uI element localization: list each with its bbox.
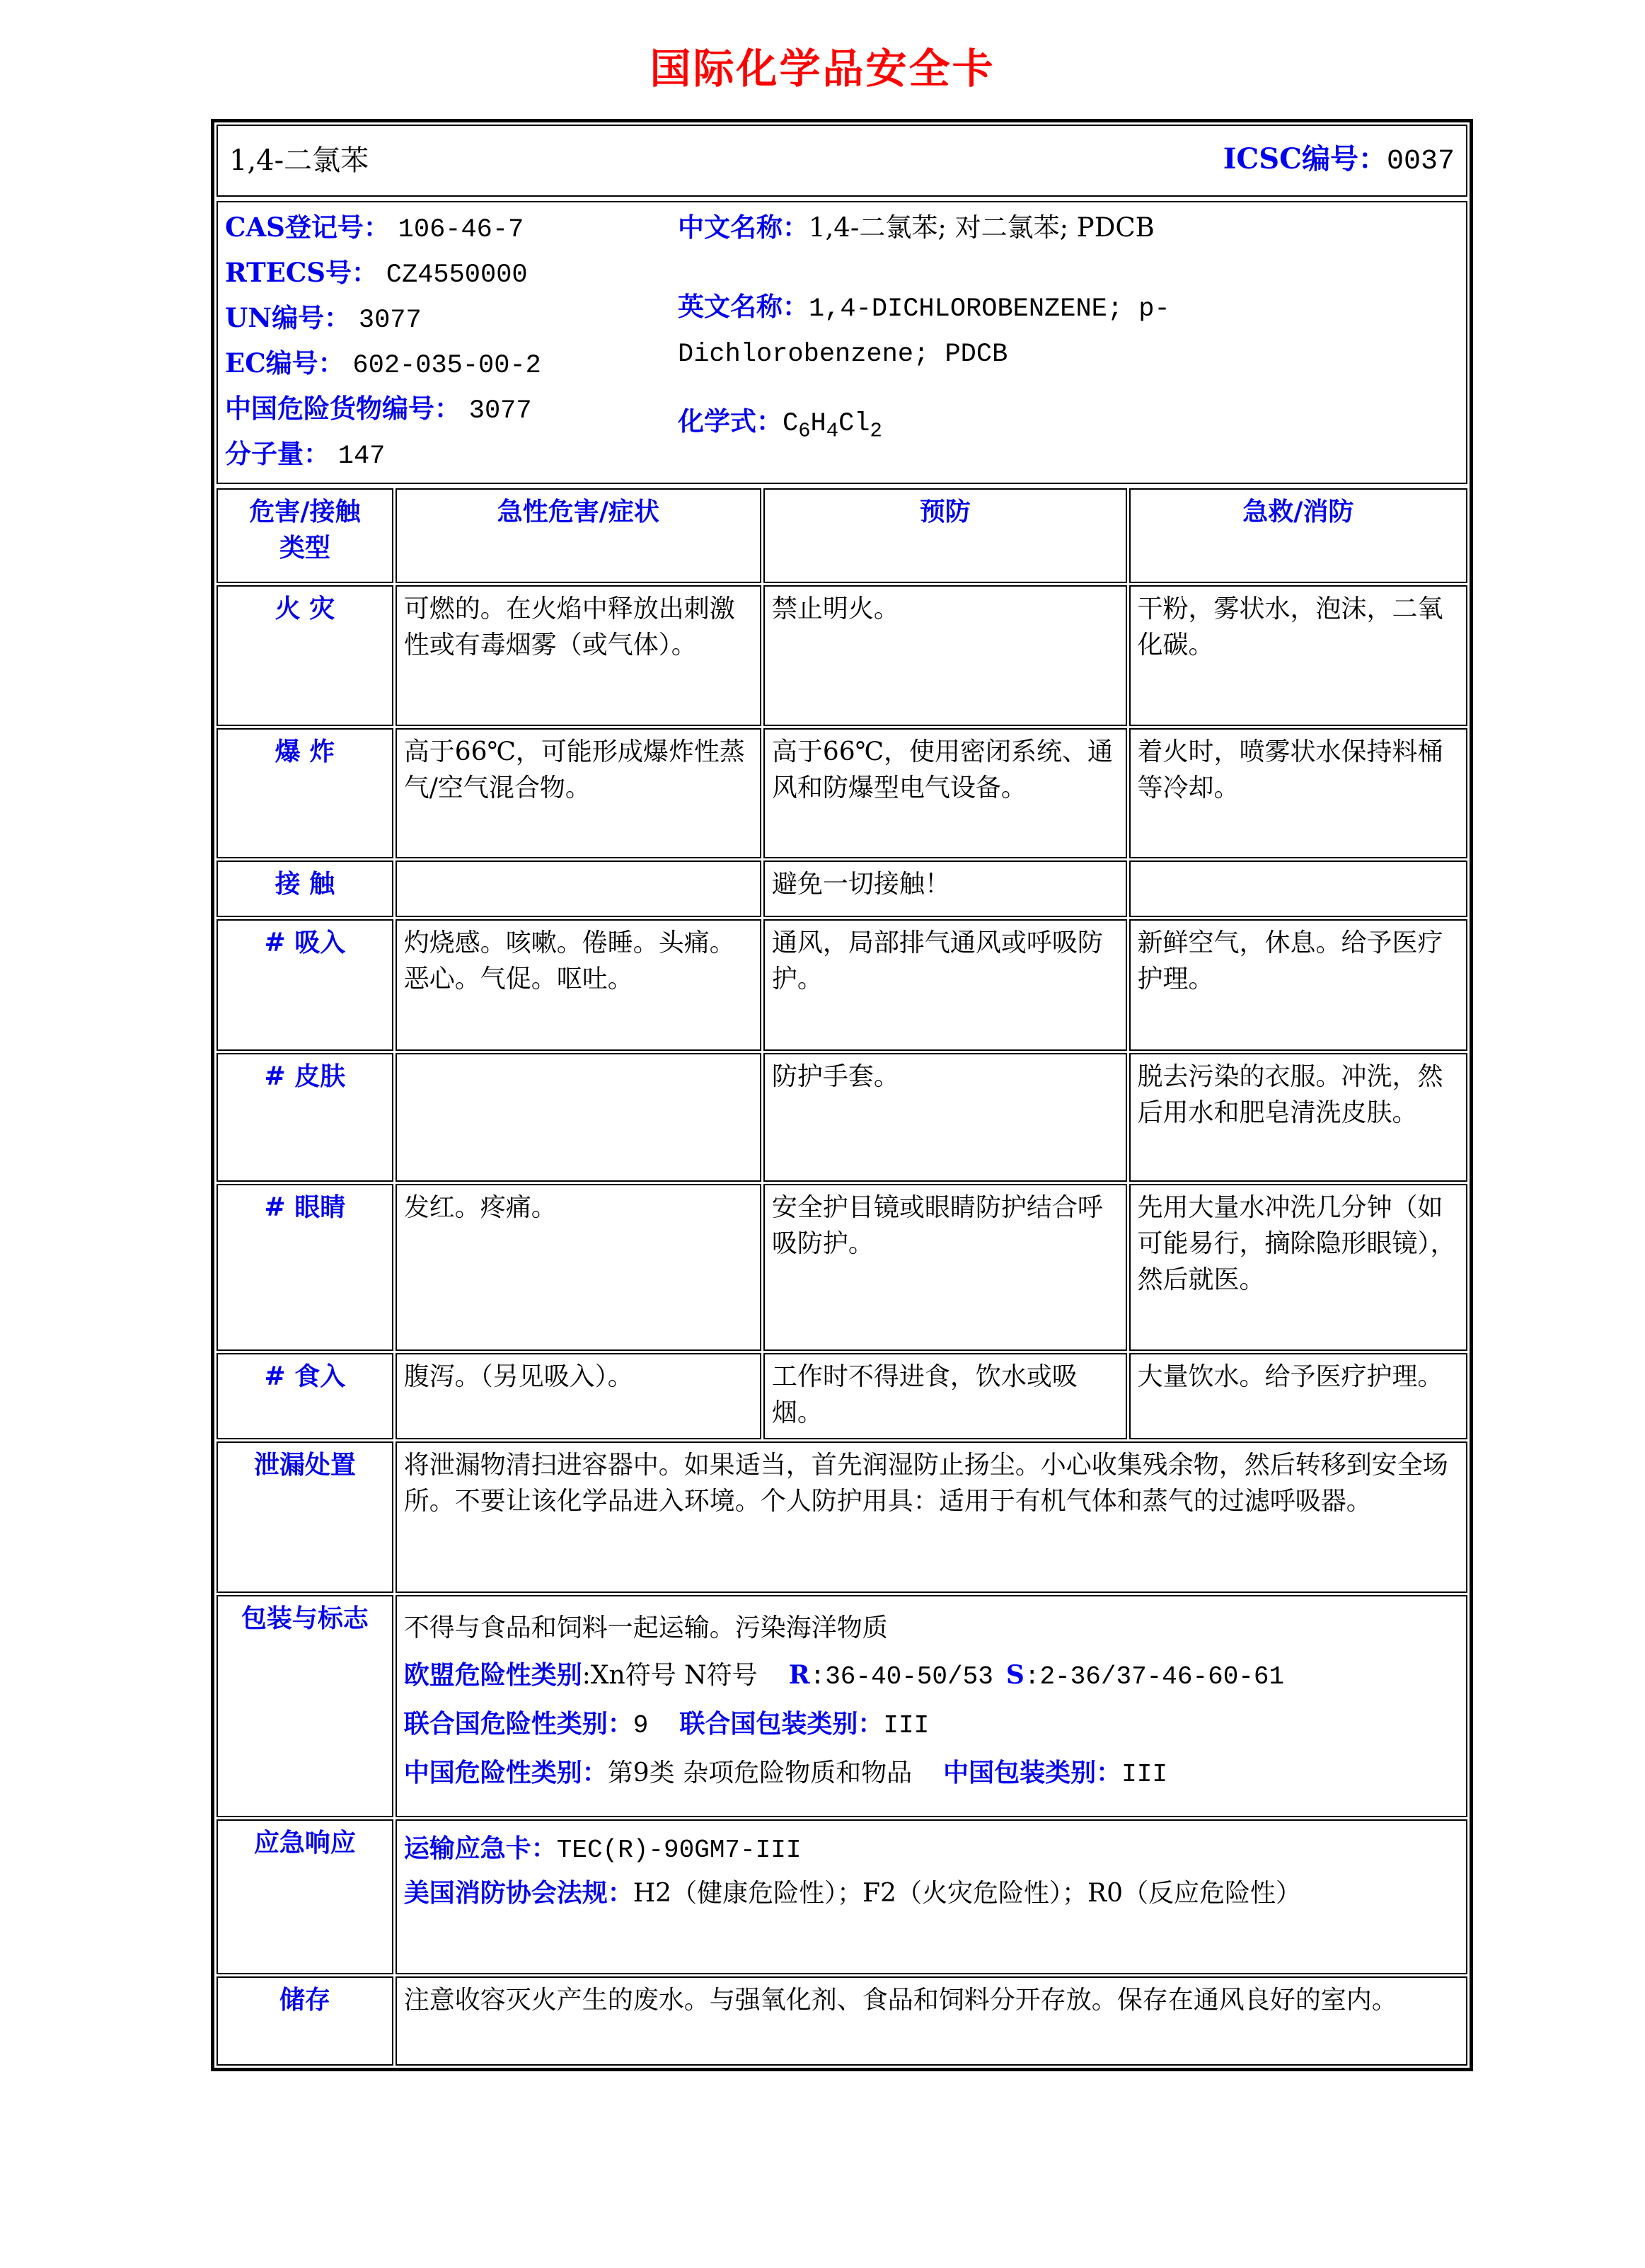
icsc-number [1223, 139, 1455, 183]
header-cell [217, 125, 1467, 197]
info-right-column [678, 207, 1385, 478]
emergency-row [217, 1819, 1467, 1974]
eyes-firstaid: 先用大量水冲洗几分钟（如可能易行，摘除隐形眼镜），然后就医。 [1129, 1184, 1467, 1351]
ingestion-row [217, 1353, 1467, 1439]
emergency-label: 应急响应 [217, 1819, 393, 1974]
spill-row [217, 1441, 1467, 1593]
skin-firstaid: 脱去污染的衣服。冲洗，然后用水和肥皂清洗皮肤。 [1129, 1053, 1467, 1182]
emergency-tec-line: 运输应急卡：TEC(R)-90GM7-III [403, 1833, 802, 1865]
eyes-symptoms: 发红。疼痛。 [396, 1184, 761, 1351]
un-number-line: UN编号： 3077 [225, 301, 422, 335]
formula-line: 化学式：$C_6H_4Cl_2$ [678, 405, 882, 443]
molecular-weight-line: 分子量： 147 [225, 437, 386, 471]
emergency-text [396, 1819, 1467, 1974]
fire-row [217, 585, 1467, 726]
contact-symptoms [396, 860, 761, 917]
packaging-un-class-line: 联合国危险性类别：9 联合国包装类别：III [403, 1708, 930, 1740]
packaging-cn-class-line: 中国危险性类别：第9类 杂项危险物质和物品 中国包装类别：III [403, 1757, 1167, 1789]
ingestion-prevention: 工作时不得进食，饮水或吸烟。 [763, 1353, 1127, 1439]
inhalation-row [217, 919, 1467, 1051]
english-name-line: 英文名称：1,4-DICHLOROBENZENE; p-Dichlorobenzene; PDCB [678, 290, 1170, 369]
chinese-name-line: 中文名称：1,4-二氯苯; 对二氯苯; PDCB [678, 212, 1155, 243]
cas-number-line: CAS登记号： 106-46-7 [225, 212, 524, 245]
info-left-column [225, 207, 678, 478]
icsc-number-value: 0037 [1386, 145, 1455, 178]
spill-label: 泄漏处置 [217, 1441, 393, 1593]
contact-firstaid [1129, 860, 1467, 917]
packaging-eu-class-line: 欧盟危险性类别:Xn符号 N符号 R:36-40-50/53 S:2-36/37-46-60-61 [403, 1659, 1285, 1691]
explosion-prevention: 高于66℃，使用密闭系统、通风和防爆型电气设备。 [763, 728, 1127, 858]
header-prevention: 预防 [763, 488, 1127, 583]
explosion-label: 爆 炸 [217, 728, 393, 858]
ingestion-symptoms: 腹泻。（另见吸入）。 [396, 1353, 761, 1439]
explosion-row [217, 728, 1467, 858]
contact-label: 接 触 [217, 860, 393, 917]
header-symptoms: 急性危害/症状 [396, 488, 761, 583]
page-title: 国际化学品安全卡 [650, 45, 995, 93]
ingestion-firstaid: 大量饮水。给予医疗护理。 [1129, 1353, 1467, 1439]
explosion-firstaid: 着火时，喷雾状水保持料桶等冷却。 [1129, 728, 1467, 858]
inhalation-label: # 吸入 [217, 919, 393, 1051]
inhalation-symptoms: 灼烧感。咳嗽。倦睡。头痛。恶心。气促。呕吐。 [396, 919, 761, 1051]
icsc-number-label: ICSC编号： [1223, 142, 1387, 175]
inhalation-firstaid: 新鲜空气，休息。给予医疗护理。 [1129, 919, 1467, 1051]
skin-prevention: 防护手套。 [763, 1053, 1127, 1182]
packaging-row [217, 1595, 1467, 1817]
spill-text: 将泄漏物清扫进容器中。如果适当，首先润湿防止扬尘。小心收集残余物，然后转移到安全场所。不要让该化学品进入环境。个人防护用具：适用于有机气体和蒸气的过滤呼吸器。 [396, 1441, 1467, 1593]
eyes-row [217, 1184, 1467, 1351]
storage-label: 储存 [217, 1976, 393, 2066]
icsc-card [211, 119, 1473, 2071]
emergency-nfpa-line: 美国消防协会法规：H2（健康危险性）；F2（火灾危险性）；R0（反应危险性） [403, 1878, 1301, 1909]
fire-label: 火 灾 [217, 585, 393, 726]
storage-row [217, 1976, 1467, 2066]
skin-symptoms [396, 1053, 761, 1182]
rtecs-number-line: RTECS号： CZ4550000 [225, 256, 528, 290]
hazard-table [214, 486, 1470, 2068]
chemical-name: 1,4-二氯苯 [229, 144, 369, 177]
info-section [214, 199, 1470, 486]
header-firstaid: 急救/消防 [1129, 488, 1467, 583]
formula-value: $C_6H_4Cl_2$ [783, 408, 882, 443]
packaging-label: 包装与标志 [217, 1595, 393, 1817]
explosion-symptoms: 高于66℃，可能形成爆炸性蒸气/空气混合物。 [396, 728, 761, 858]
fire-prevention: 禁止明火。 [763, 585, 1127, 726]
fire-symptoms: 可燃的。在火焰中释放出刺激性或有毒烟雾（或气体）。 [396, 585, 761, 726]
contact-prevention: 避免一切接触！ [763, 860, 1127, 917]
china-dg-number-line: 中国危险货物编号： 3077 [225, 392, 532, 426]
skin-label: # 皮肤 [217, 1053, 393, 1182]
inhalation-prevention: 通风，局部排气通风或呼吸防护。 [763, 919, 1127, 1051]
header-section [214, 122, 1470, 199]
eyes-label: # 眼睛 [217, 1184, 393, 1351]
contact-row [217, 860, 1467, 917]
eyes-prevention: 安全护目镜或眼睛防护结合呼吸防护。 [763, 1184, 1127, 1351]
storage-text: 注意收容灭火产生的废水。与强氧化剂、食品和饲料分开存放。保存在通风良好的室内。 [396, 1976, 1467, 2066]
packaging-transport-note: 不得与食品和饲料一起运输。污染海洋物质 [403, 1613, 888, 1642]
skin-row [217, 1053, 1467, 1182]
fire-firstaid: 干粉，雾状水，泡沫，二氧化碳。 [1129, 585, 1467, 726]
info-cell [217, 201, 1467, 484]
ingestion-label: # 食入 [217, 1353, 393, 1439]
hazard-header-row [217, 488, 1467, 583]
ec-number-line: EC编号： 602-035-00-2 [225, 347, 541, 381]
packaging-text [396, 1595, 1467, 1817]
header-type: 危害/接触 类型 [217, 488, 393, 583]
